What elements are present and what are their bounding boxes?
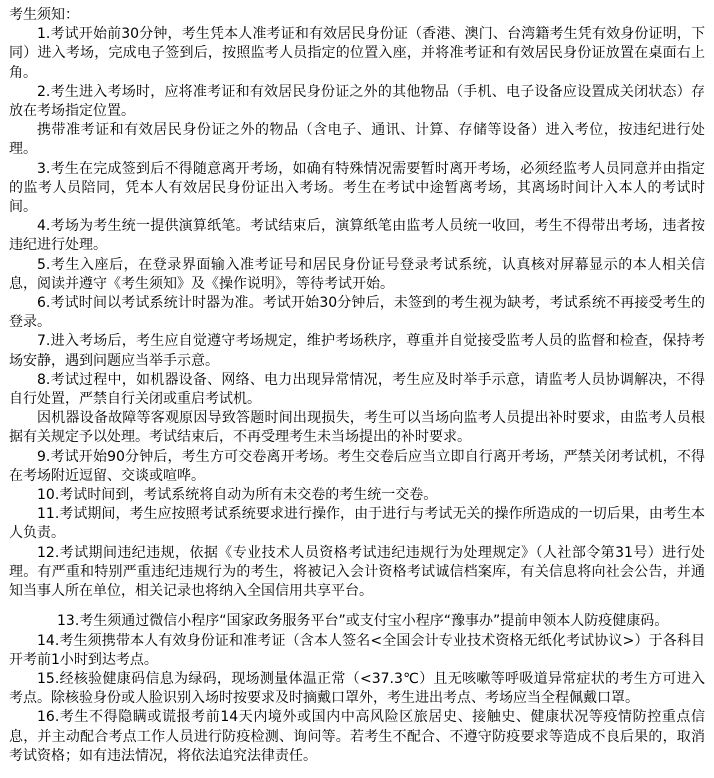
notice-document (9, 6, 705, 766)
notice-item-9: 9.考试开始90分钟后，考生方可交卷离开考场。考生交卷后应当立即自行离开考场，严禁关闭考试机，不得在考场附近逗留、交谈或喧哗。 (9, 448, 705, 484)
notice-item-12: 12.考试期间违纪违规，依据《专业技术人员资格考试违纪违规行为处理规定》（人社部令第31号）进行处理。有严重和特别严重违纪违规行为的考生，将被记入会计资格考试诚信档案库，有关信息将向社会公告，并通知当事人所在单位，相关记录也将纳入全国信用共享平台。 (9, 544, 705, 600)
notice-item-4: 4.考场为考生统一提供演算纸笔。考试结束后，演算纸笔由监考人员统一收回，考生不得带出考场，违者按违纪进行处理。 (9, 218, 705, 254)
notice-item-8: 8.考试过程中，如机器设备、网络、电力出现异常情况，考生应及时举手示意，请监考人员协调解决，不得自行处置，严禁自行关闭或重启考试机。 (9, 371, 705, 408)
notice-item-15: 15.经核验健康码信息为绿码，现场测量体温正常（<37.3℃）且无咳嗽等呼吸道异常症状的考生方可进入考点。除核验身份或人脸识别入场时按要求及时摘戴口罩外，考生进出考点、考场应当全程佩戴口罩。 (9, 670, 705, 707)
notice-item-5: 5.考生入座后，在登录界面输入准考证号和居民身份证号登录考试系统，认真核对屏幕显示的本人相关信息，阅读并遵守《考生须知》及《操作说明》，等待考试开始。 (9, 256, 705, 292)
notice-item-8-note: 因机器设备故障等客观原因导致答题时间出现损失，考生可以当场向监考人员提出补时要求，由监考人员根据有关规定予以处理。考试结束后，不再受理考生未当场提出的补时要求。 (9, 410, 705, 446)
notice-item-6: 6.考试时间以考试系统计时器为准。考试开始30分钟后，未签到的考生视为缺考，考试系统不再接受考生的登录。 (9, 295, 705, 331)
notice-item-3: 3.考生在完成签到后不得随意离开考场，如确有特殊情况需要暂时离开考场，必须经监考人员同意并由指定的监考人员陪同，凭本人有效居民身份证出入考场。考生在考试中途暂离考场，其离场时间计入本人的考试时间。 (9, 160, 705, 216)
notice-item-7: 7.进入考场后，考生应自觉遵守考场规定，维护考场秩序，尊重并自觉接受监考人员的监督和检查，保持考场安静，遇到问题应当举手示意。 (9, 333, 705, 369)
notice-title: 考生须知： (9, 7, 79, 23)
notice-item-1: 1.考试开始前30分钟，考生凭本人准考证和有效居民身份证（香港、澳门、台湾籍考生凭有效身份证明，下同）进入考场，完成电子签到后，按照监考人员指定的位置入座，并将准考证和有效居民身份证放置在桌面右上角。 (9, 26, 705, 81)
notice-item-2: 2.考生进入考场时，应将准考证和有效居民身份证之外的其他物品（手机、电子设备应设置成关闭状态）存放在考场指定位置。 (9, 83, 705, 120)
notice-item-10: 10.考试时间到，考试系统将自动为所有未交卷的考生统一交卷。 (37, 487, 438, 504)
notice-item-13: 13.考生须通过微信小程序“国家政务服务平台”或支付宝小程序“豫事办”提前申领本人防疫健康码。 (57, 613, 669, 630)
notice-item-16: 16.考生不得隐瞒或谎报考前14天内境外或国内中高风险区旅居史、接触史、健康状况等疫情防控重点信息，并主动配合考点工作人员进行防疫检测、询问等。若考生不配合、不遵守防疫要求等造成不良后果的，取消考试资格；如有违法情况，将依法追究法律责任。 (9, 709, 705, 764)
notice-item-11: 11.考试期间，考生应按照考试系统要求进行操作，由于进行与考试无关的操作所造成的一切后果，由考生本人负责。 (9, 506, 705, 542)
notice-item-14: 14.考生须携带本人有效身份证和准考证（含本人签名<全国会计专业技术资格无纸化考试协议>）于各科目开考前1小时到达考点。 (9, 632, 705, 668)
notice-item-2-note: 携带准考证和有效居民身份证之外的物品（含电子、通讯、计算、存储等设备）进入考位，按违纪进行处理。 (9, 122, 705, 158)
